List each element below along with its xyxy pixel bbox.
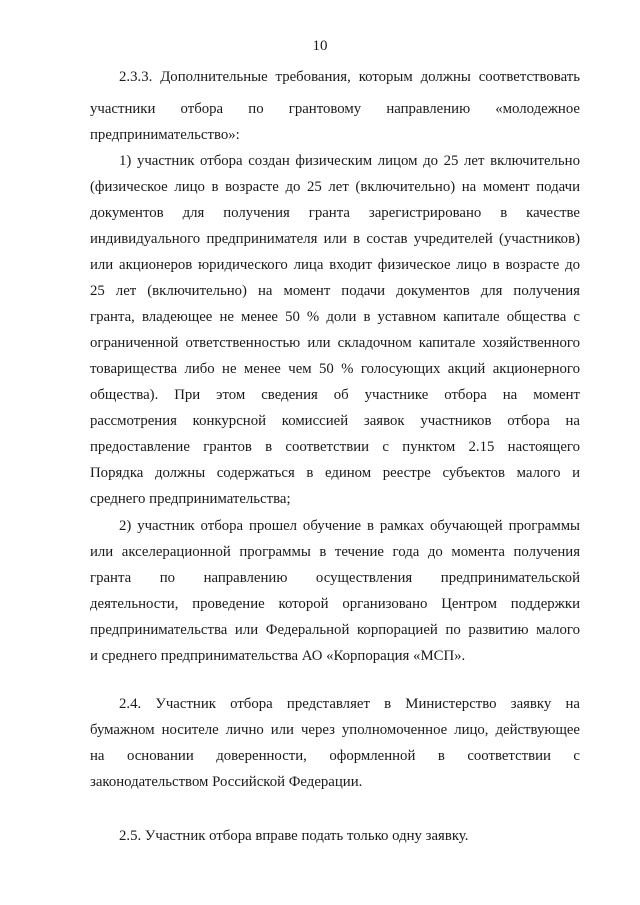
paragraph-2-5-line: 2.5. Участник отбора вправе подать только одну заявку. [119, 828, 469, 844]
paragraph-2-3-3-line: предпринимательство»: [90, 127, 240, 143]
item-1-line: 25 лет (включительно) на момент подачи документов для получения [90, 283, 580, 299]
item-1-line: Порядка должны содержаться в едином реестре субъектов малого и [90, 465, 580, 481]
paragraph-2-3-3-line: 2.3.3. Дополнительные требования, которым должны соответствовать [119, 69, 580, 85]
item-2-line: и среднего предпринимательства АО «Корпорация «МСП». [90, 648, 466, 664]
paragraph-2-4-line: законодательством Российской Федерации. [90, 774, 363, 790]
item-2-line: предпринимательства или Федеральной корпорацией по развитию малого [90, 622, 580, 638]
item-1-line: среднего предпринимательства; [90, 491, 291, 507]
item-1-line: общества). При этом сведения об участнике отбора на момент [90, 387, 580, 403]
paragraph-2-3-3-line: участники отбора по грантовому направлению «молодежное [90, 101, 580, 117]
paragraph-2-4-line: на основании доверенности, оформленной в соответствии с [90, 748, 580, 764]
paragraph-2-4-line: бумажном носителе лично или через уполномоченное лицо, действующее [90, 722, 580, 738]
paragraph-2-4-line: 2.4. Участник отбора представляет в Министерство заявку на [119, 696, 580, 712]
item-2-line: или акселерационной программы в течение года до момента получения [90, 544, 580, 560]
item-2-line: 2) участник отбора прошел обучение в рамках обучающей программы [119, 518, 580, 534]
item-2-line: деятельности, проведение которой организовано Центром поддержки [90, 596, 580, 612]
item-1-line: рассмотрения конкурсной комиссией заявок участников отбора на [90, 413, 580, 429]
item-2-line: гранта по направлению осуществления предпринимательской [90, 570, 580, 586]
item-1-line: товарищества либо не менее чем 50 % голосующих акций акционерного [90, 361, 580, 377]
item-1-line: индивидуального предпринимателя или в состав учредителей (участников) [90, 231, 580, 247]
item-1-line: ограниченной ответственностью или складочном капитале хозяйственного [90, 335, 580, 351]
item-1-line: документов для получения гранта зарегистрировано в качестве [90, 205, 580, 221]
item-1-line: 1) участник отбора создан физическим лицом до 25 лет включительно [119, 153, 580, 169]
item-1-line: предоставление грантов в соответствии с пунктом 2.15 настоящего [90, 439, 580, 455]
item-1-line: гранта, владеющее не менее 50 % доли в уставном капитале общества с [90, 309, 580, 325]
item-1-line: (физическое лицо в возрасте до 25 лет (включительно) на момент подачи [90, 179, 580, 195]
item-1-line: или акционеров юридического лица входит физическое лицо в возрасте до [90, 257, 580, 273]
page-number: 10 [312, 38, 328, 54]
